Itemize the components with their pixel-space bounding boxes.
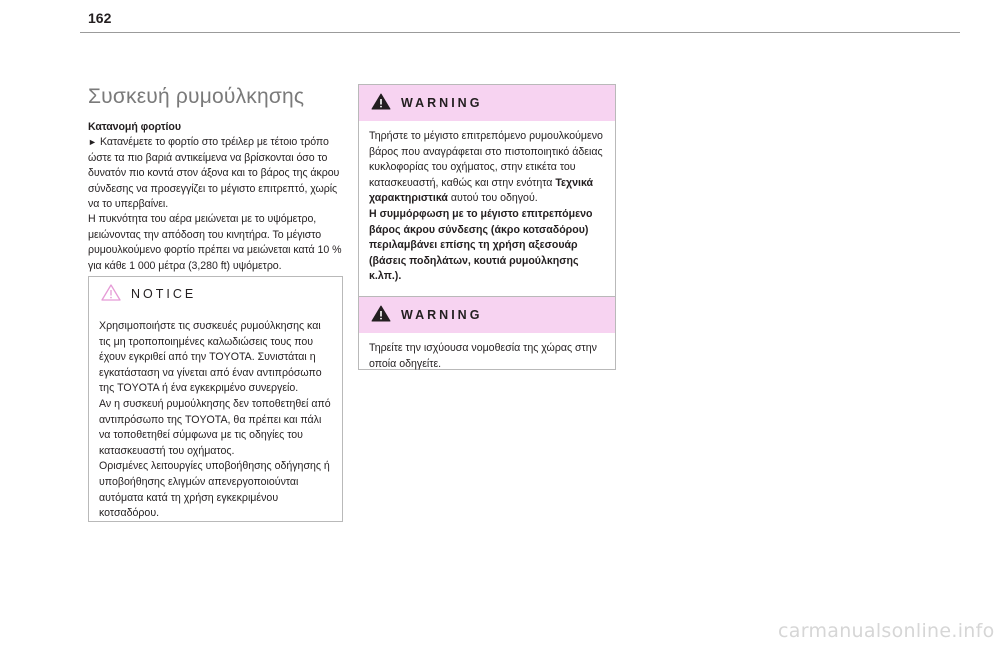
- warning-body: [359, 333, 615, 381]
- notice-body: [89, 311, 342, 531]
- notice-paragraph-2: Αν η συσκευή ρυμούλκησης δεν τοποθετηθεί από αντιπρόσωπο της TOYOTA, θα πρέπει και πάλι να τοποθετηθεί σύμφωνα με τις οδηγίες του κατασκευαστή του οχήματος.: [99, 397, 331, 457]
- warning-bold-text: Η συμμόρφωση με το μέγιστο επιτρεπόμενο βάρος άκρου σύνδεσης (άκρο κοτσαδόρου) περιλαμβάνει επίσης τη χρήση αξεσουάρ (βάσεις ποδηλάτων, κουτιά ρυμούλκησης κ.λπ.).: [369, 207, 593, 283]
- warning-paragraph-1: [369, 129, 605, 207]
- warning-triangle-outline-icon: [101, 284, 121, 304]
- warning-triangle-filled-icon: [371, 305, 391, 325]
- warning-header: [359, 85, 615, 121]
- header-rule: [80, 32, 960, 33]
- notice-paragraph-1: Χρησιμοποιήστε τις συσκευές ρυμούλκησης και τις μη τροποποιημένες καλωδιώσεις τους που έχουν εγκριθεί από την TOYOTA. Συνιστάται η εγκατάσταση να γίνεται από έναν αντιπρόσωπο της TOYOTA ή ένα εγκεκριμένο συνεργείο.: [99, 320, 322, 395]
- warning-box-legislation: [358, 296, 616, 370]
- bullet-text: Κατανέμετε το φορτίο στο τρέιλερ με τέτοιο τρόπο ώστε τα πιο βαριά αντικείμενα να βρίσκονται όσο το δυνατόν πιο κοντά στον άξονα και το βάρος της άκρου σύνδεσης να προσεγγίζει το μέγιστο επιτρεπτό, χωρίς να το υπερβαίνει.: [88, 136, 340, 211]
- warning-paragraph-2: [369, 207, 605, 285]
- warning-triangle-filled-icon: [371, 93, 391, 113]
- warning-box-weight: [358, 84, 616, 298]
- warning-header: [359, 297, 615, 333]
- left-column: [88, 84, 342, 274]
- warning-text-before: Τηρήστε το μέγιστο επιτρεπόμενο ρυμουλκούμενο βάρος που αναγράφεται στο πιστοποιητικό άδειας κυκλοφορίας του οχήματος, στην ετικέτα του κατασκευαστή, καθώς και στην ενότητα: [369, 130, 603, 189]
- warning-legislation-text: Τηρείτε την ισχύουσα νομοθεσία της χώρας στην οποία οδηγείτε.: [369, 342, 597, 370]
- watermark-logo: carmanualsonline.info: [778, 620, 995, 642]
- warning-label: WARNING: [401, 308, 483, 322]
- load-distribution-subtitle: Κατανομή φορτίου: [88, 121, 181, 133]
- page-number: 162: [88, 10, 112, 26]
- notice-box: [88, 276, 343, 522]
- notice-label: NOTICE: [131, 287, 197, 301]
- bullet-item: [88, 135, 342, 212]
- section-title: Συσκευή ρυμούλκησης: [88, 85, 305, 108]
- notice-header: [89, 277, 342, 311]
- play-triangle-icon: ►: [88, 137, 97, 148]
- technical-specs-reference: Τεχνικά χαρακτηριστικά: [369, 176, 594, 205]
- warning-body: [359, 121, 615, 294]
- warning-text-after: αυτού του οδηγού.: [447, 192, 538, 205]
- warning-label: WARNING: [401, 96, 483, 110]
- altitude-paragraph: Η πυκνότητα του αέρα μειώνεται με το υψόμετρο, μειώνοντας την απόδοση του κινητήρα. Το μέγιστο ρυμουλκούμενο φορτίο πρέπει να μειώνεται κατά 10 % για κάθε 1 000 μέτρα (3,280 ft) υψόμετρο.: [88, 213, 342, 272]
- notice-paragraph-3: Ορισμένες λειτουργίες υποβοήθησης οδήγησης ή υποβοήθησης ελιγμών απενεργοποιούνται αυτόματα κατά τη χρήση εγκεκριμένου κοτσαδόρου.: [99, 460, 330, 520]
